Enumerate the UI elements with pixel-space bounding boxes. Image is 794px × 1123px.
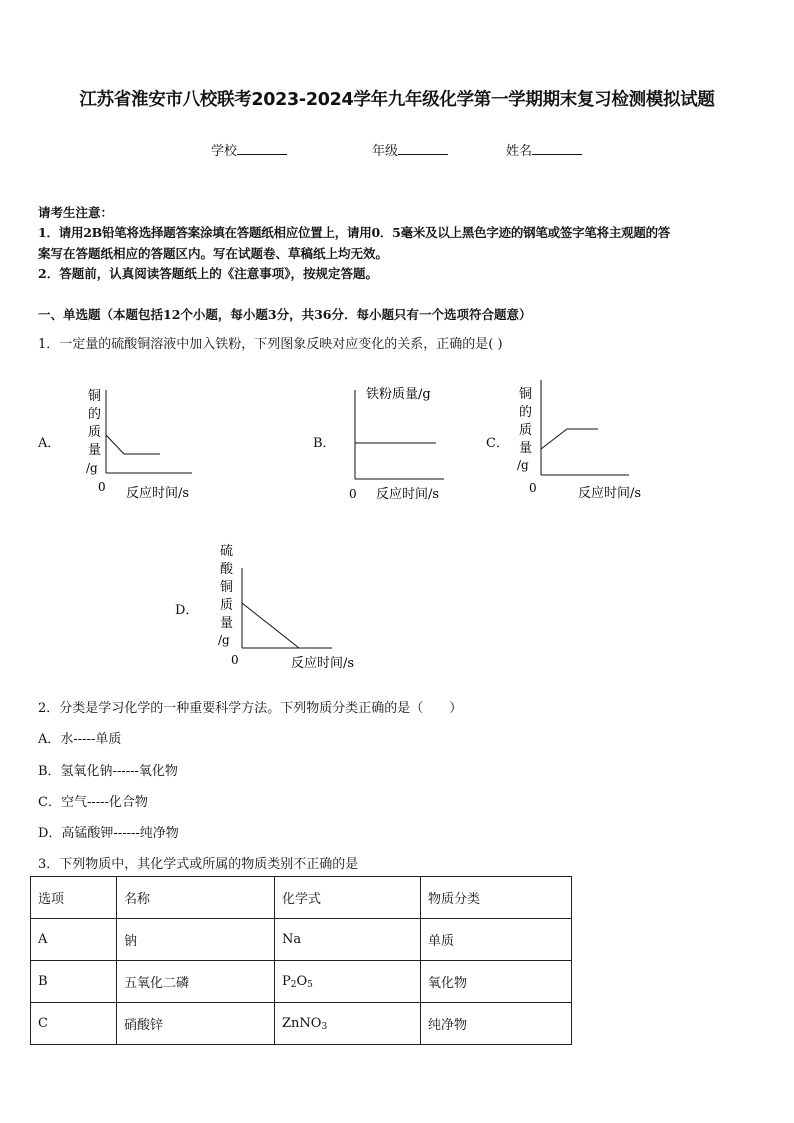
- row-formula: [275, 919, 421, 961]
- question-2-option-a[interactable]: A．水-----单质: [38, 732, 122, 747]
- formula-part: ZnNO: [282, 1016, 322, 1031]
- graph-b-xlabel: 反应时间/s: [376, 487, 440, 502]
- graph-b-origin: 0: [349, 487, 357, 501]
- row-category: 纯净物: [421, 1003, 572, 1045]
- notice-item-1-line-2: 案写在答题纸相应的答题区内。写在试题卷、草稿纸上均无效。: [38, 246, 389, 261]
- graph-a-ylabel-2: 的: [88, 407, 102, 422]
- graph-c-origin: 0: [529, 481, 537, 495]
- graph-d-ylabel-3: 铜: [220, 580, 234, 595]
- graph-b-option[interactable]: B．: [313, 436, 336, 451]
- school-field[interactable]: [211, 140, 287, 159]
- table-row[interactable]: [31, 961, 572, 1003]
- graph-a-curve: [106, 435, 160, 454]
- formula-subscript: 5: [307, 980, 313, 990]
- question-2-stem: 2．分类是学习化学的一种重要科学方法。下列物质分类正确的是（ ）: [38, 701, 463, 716]
- section-heading: 一、单选题（本题包括12个小题，每小题3分，共36分．每小题只有一个选项符合题意）: [38, 307, 532, 322]
- header-formula: 化学式: [275, 877, 421, 919]
- name-label: 姓名: [506, 144, 533, 159]
- header-option: 选项: [31, 877, 117, 919]
- formula-part: Na: [282, 932, 302, 947]
- notice-item-1-line-1: 1．请用2B铅笔将选择题答案涂填在答题纸相应位置上，请用0．5毫米及以上黑色字迹的钢笔或签字笔将主观题的答: [38, 225, 671, 240]
- graph-d-curve: [242, 603, 299, 648]
- question-3-stem: 3．下列物质中，其化学式或所属的物质类别不正确的是: [38, 857, 359, 872]
- grade-label: 年级: [372, 144, 399, 159]
- graph-c-ylabel-2: 的: [519, 405, 533, 420]
- graph-b: [340, 380, 470, 505]
- graph-c-ylabel-1: 铜: [519, 387, 533, 402]
- row-formula: [275, 1003, 421, 1045]
- formula-part: P: [282, 974, 291, 989]
- graph-d-xlabel: 反应时间/s: [291, 656, 355, 671]
- graph-a-ylabel-1: 铜: [88, 389, 102, 404]
- graph-d-origin: 0: [231, 653, 239, 667]
- table-row[interactable]: [31, 919, 572, 961]
- table-row[interactable]: [31, 1003, 572, 1045]
- question-1-stem: 1．一定量的硫酸铜溶液中加入铁粉，下列图象反映对应变化的关系，正确的是( ): [38, 337, 503, 352]
- graph-d-ylabel-2: 酸: [220, 562, 234, 577]
- graph-c-curve: [541, 429, 598, 449]
- graph-c-ylabel-5: /g: [517, 458, 529, 472]
- graph-c: [512, 376, 662, 501]
- header-name: 名称: [117, 877, 275, 919]
- grade-blank[interactable]: [398, 140, 448, 155]
- graph-a-ylabel-3: 质: [88, 425, 102, 440]
- graph-d-ylabel-4: 质: [220, 598, 234, 613]
- header-category: 物质分类: [421, 877, 572, 919]
- question-2-option-d[interactable]: D．高锰酸钾------纯净物: [38, 826, 179, 841]
- graph-c-ylabel-3: 质: [519, 423, 533, 438]
- table-header-row: [31, 877, 572, 919]
- graph-d-ylabel-5: 量: [220, 616, 234, 631]
- graph-c-ylabel-4: 量: [519, 441, 533, 456]
- graph-a-origin: 0: [98, 480, 106, 494]
- name-field[interactable]: [506, 140, 582, 159]
- row-name: 钠: [117, 919, 275, 961]
- graph-d: [212, 540, 372, 675]
- row-option: A: [31, 919, 117, 961]
- row-name: 硝酸锌: [117, 1003, 275, 1045]
- graph-d-ylabel-6: /g: [218, 633, 230, 647]
- graph-d-ylabel-1: 硫: [220, 544, 234, 559]
- school-blank[interactable]: [237, 140, 287, 155]
- row-option: C: [31, 1003, 117, 1045]
- graph-d-option[interactable]: D．: [175, 603, 199, 618]
- question-3-table: [30, 876, 572, 1045]
- row-formula: [275, 961, 421, 1003]
- graph-a-option[interactable]: A．: [38, 436, 61, 451]
- notice-item-2: 2．答题前，认真阅读答题纸上的《注意事项》，按规定答题。: [38, 266, 378, 281]
- row-category: 单质: [421, 919, 572, 961]
- question-2-option-b[interactable]: B．氢氧化钠------氧化物: [38, 764, 178, 779]
- row-name: 五氧化二磷: [117, 961, 275, 1003]
- graph-a: [80, 380, 210, 505]
- graph-c-xlabel: 反应时间/s: [578, 486, 642, 501]
- row-option: B: [31, 961, 117, 1003]
- grade-field[interactable]: [372, 140, 448, 159]
- school-label: 学校: [211, 144, 238, 159]
- formula-subscript: 2: [290, 980, 297, 990]
- name-blank[interactable]: [532, 140, 582, 155]
- graph-b-ylabel: 铁粉质量/g: [366, 387, 431, 402]
- formula-subscript: 3: [321, 1022, 328, 1032]
- graph-a-ylabel-5: /g: [86, 461, 98, 475]
- formula-part: O: [296, 974, 308, 989]
- graph-c-option[interactable]: C．: [486, 436, 509, 451]
- graph-a-xlabel: 反应时间/s: [126, 486, 190, 501]
- page-title: 江苏省淮安市八校联考2023-2024学年九年级化学第一学期期末复习检测模拟试题: [79, 90, 715, 110]
- question-2-option-c[interactable]: C．空气-----化合物: [38, 795, 148, 810]
- row-category: 氧化物: [421, 961, 572, 1003]
- notice-heading: 请考生注意：: [38, 205, 114, 220]
- graph-a-ylabel-4: 量: [88, 443, 102, 458]
